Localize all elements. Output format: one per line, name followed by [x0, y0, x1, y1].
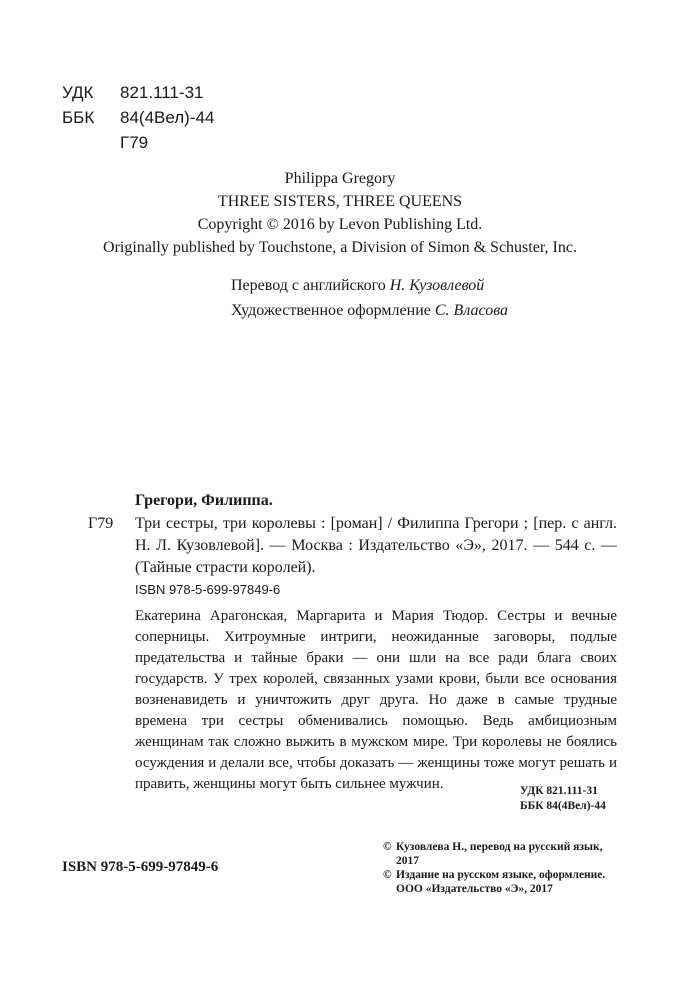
catalog-isbn: ISBN 978-5-699-97849-6 [135, 582, 281, 597]
copyright-symbol: © [383, 841, 392, 853]
annotation: Екатерина Арагонская, Маргарита и Мария Тюдор. Сестры и вечные соперницы. Хитроумные интриги, неожиданные заговоры, подлые предательства и тайные браки — они шли на все ради блага своих государств. У трех королей, связанных узами крови, были все основания возненавидеть и уничтожить друг друга. Но даже в самые трудные времена три сестры обменивались помощью. Ведь амбициозным женщинам так сложно выжить в мужском мире. Три королевы не боялись осуждения и делали все, чтобы доказать — женщины тоже могут решать и править, женщины могут быть сильнее мужчин. [135, 608, 617, 792]
bbk-label: ББК [62, 108, 95, 127]
originally-published-line: Originally published by Touchstone, a Division of Simon & Schuster, Inc. [103, 239, 577, 256]
translator-name: Н. Кузовлевой [389, 277, 485, 294]
copyright-symbol: © [383, 869, 392, 881]
footer-classification [520, 784, 606, 814]
original-author: Philippa Gregory [284, 170, 396, 187]
footer-udk: УДК 821.111-31 [520, 785, 598, 797]
original-title: THREE SISTERS, THREE QUEENS [217, 193, 463, 210]
catalog-author-heading: Грегори, Филиппа. [135, 492, 273, 509]
copyright-edition-text: Издание на русском языке, оформление. ООО «Издательство «Э», 2017 [396, 869, 606, 895]
designer-name: С. Власова [434, 302, 509, 319]
translation-credit [231, 277, 484, 295]
bbk-row [62, 105, 214, 130]
bbk-value: 84(4Вел)-44 [120, 108, 215, 127]
author-mark-row [62, 130, 214, 155]
catalog-description: Три сестры, три королевы : [роман] / Филиппа Грегори ; [пер. с англ. Н. Л. Кузовлевой]. — Москва : Издательство «Э», 2017. — 544 с. — (Тайные страсти королей). [135, 515, 617, 576]
copyright-translation-text: Кузовлева Н., перевод на русский язык, 2017 [396, 841, 603, 867]
copyright-notices [383, 840, 623, 896]
footer-bbk: ББК 84(4Вел)-44 [520, 800, 606, 812]
design-credit [231, 302, 508, 320]
translation-label: Перевод с английского [231, 277, 386, 294]
author-mark: Г79 [120, 133, 149, 152]
copyright-notice-translation [383, 840, 623, 868]
footer-isbn: ISBN 978-5-699-97849-6 [62, 859, 219, 875]
design-label: Художественное оформление [231, 302, 431, 319]
catalog-mark: Г79 [88, 515, 114, 532]
copyright-notice-edition [383, 868, 623, 896]
copyright-line: Copyright © 2016 by Levon Publishing Ltd. [197, 216, 483, 233]
udk-row [62, 80, 214, 105]
udk-value: 821.111-31 [120, 83, 204, 102]
classification-block [62, 80, 214, 155]
udk-label: УДК [62, 83, 94, 102]
